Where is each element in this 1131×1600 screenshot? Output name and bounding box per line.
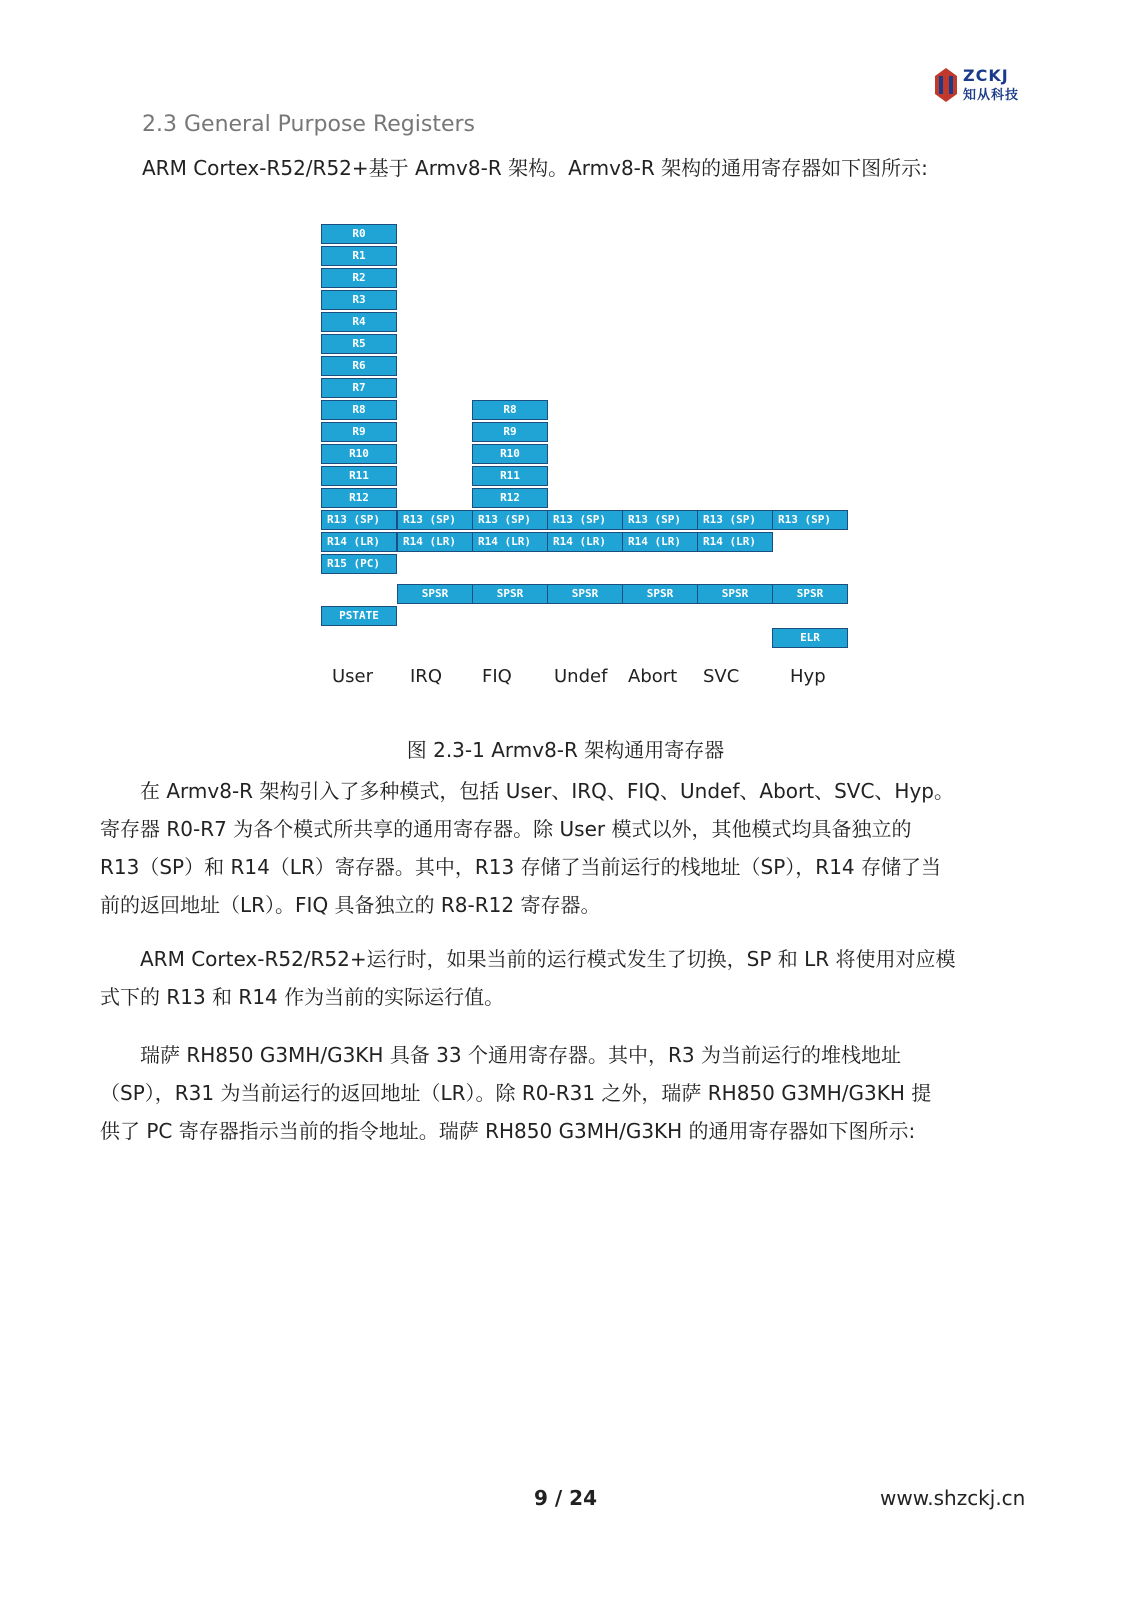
register-cell-fiq: R8 bbox=[472, 400, 548, 420]
register-cell-r13: R13 (SP) bbox=[697, 510, 773, 530]
register-cell-r14: R14 (LR) bbox=[547, 532, 623, 552]
mode-label: Hyp bbox=[790, 666, 826, 687]
register-cell-user: R0 bbox=[321, 224, 397, 244]
register-cell-r14: R14 (LR) bbox=[697, 532, 773, 552]
mode-label: IRQ bbox=[410, 666, 442, 687]
mode-label: FIQ bbox=[482, 666, 512, 687]
register-cell-r13: R13 (SP) bbox=[547, 510, 623, 530]
section-intro: ARM Cortex-R52/R52+基于 Armv8-R 架构。Armv8-R 架构的通用寄存器如下图所示: bbox=[142, 156, 928, 180]
register-cell-user: R6 bbox=[321, 356, 397, 376]
register-cell-user: R12 bbox=[321, 488, 397, 508]
page-number: 9 / 24 bbox=[534, 1486, 597, 1510]
register-cell-spsr: SPSR bbox=[697, 584, 773, 604]
register-cell-r13: R13 (SP) bbox=[622, 510, 698, 530]
register-cell-user: R11 bbox=[321, 466, 397, 486]
paragraph-line: 式下的 R13 和 R14 作为当前的实际运行值。 bbox=[100, 985, 505, 1009]
paragraph-line: 前的返回地址（LR）。FIQ 具备独立的 R8-R12 寄存器。 bbox=[100, 893, 601, 917]
figure-caption: 图 2.3-1 Armv8-R 架构通用寄存器 bbox=[406, 738, 725, 762]
register-cell-fiq: R10 bbox=[472, 444, 548, 464]
register-cell-user: R9 bbox=[321, 422, 397, 442]
mode-label: Abort bbox=[628, 666, 678, 687]
register-cell-r13: R13 (SP) bbox=[397, 510, 473, 530]
register-cell-r14: R14 (LR) bbox=[397, 532, 473, 552]
register-cell-user: R1 bbox=[321, 246, 397, 266]
paragraph-line: R13（SP）和 R14（LR）寄存器。其中，R13 存储了当前运行的栈地址（SP），R14 存储了当 bbox=[100, 855, 942, 879]
register-cell-user: R8 bbox=[321, 400, 397, 420]
logo-brand-cn: 知从科技 bbox=[963, 88, 1020, 103]
mode-label: SVC bbox=[703, 666, 740, 687]
register-cell-r13: R13 (SP) bbox=[472, 510, 548, 530]
register-cell-user: R2 bbox=[321, 268, 397, 288]
paragraph-line: ARM Cortex-R52/R52+运行时，如果当前的运行模式发生了切换，SP 和 LR 将使用对应模 bbox=[140, 947, 956, 971]
paragraph-3 bbox=[100, 1036, 1030, 1150]
register-cell-user: R15 (PC) bbox=[321, 554, 397, 574]
paragraph-line: 寄存器 R0-R7 为各个模式所共享的通用寄存器。除 User 模式以外，其他模式均具备独立的 bbox=[100, 817, 912, 841]
register-cell-user: R10 bbox=[321, 444, 397, 464]
section-title: 2.3 General Purpose Registers bbox=[142, 112, 475, 137]
register-cell-fiq: R9 bbox=[472, 422, 548, 442]
paragraph-line: 在 Armv8-R 架构引入了多种模式，包括 User、IRQ、FIQ、Undef、Abort、SVC、Hyp。 bbox=[140, 779, 954, 803]
mode-label: Undef bbox=[554, 666, 608, 687]
register-cell-user: R5 bbox=[321, 334, 397, 354]
register-cell-spsr: SPSR bbox=[397, 584, 473, 604]
register-cell-spsr: SPSR bbox=[622, 584, 698, 604]
paragraph-line: 供了 PC 寄存器指示当前的指令地址。瑞萨 RH850 G3MH/G3KH 的通用寄存器如下图所示: bbox=[100, 1119, 916, 1143]
paragraph-line: （SP），R31 为当前运行的返回地址（LR）。除 R0-R31 之外，瑞萨 RH850 G3MH/G3KH 提 bbox=[100, 1081, 932, 1105]
register-cell-user: R7 bbox=[321, 378, 397, 398]
website-url: www.shzckj.cn bbox=[880, 1486, 1026, 1510]
register-cell-user: R13 (SP) bbox=[321, 510, 397, 530]
register-cell-elr: ELR bbox=[772, 628, 848, 648]
register-cell-spsr: SPSR bbox=[547, 584, 623, 604]
register-cell-r14: R14 (LR) bbox=[622, 532, 698, 552]
register-cell-spsr: SPSR bbox=[772, 584, 848, 604]
register-cell-fiq: R12 bbox=[472, 488, 548, 508]
logo-brand: ZCKJ bbox=[963, 66, 1009, 85]
register-cell-spsr: SPSR bbox=[472, 584, 548, 604]
register-cell-r13: R13 (SP) bbox=[772, 510, 848, 530]
register-cell-fiq: R11 bbox=[472, 466, 548, 486]
paragraph-line: 瑞萨 RH850 G3MH/G3KH 具备 33 个通用寄存器。其中，R3 为当前运行的堆栈地址 bbox=[140, 1043, 901, 1067]
register-cell-user: R14 (LR) bbox=[321, 532, 397, 552]
register-cell-user: R3 bbox=[321, 290, 397, 310]
paragraph-2 bbox=[100, 940, 1030, 1016]
register-cell-pstate: PSTATE bbox=[321, 606, 397, 626]
mode-label: User bbox=[332, 666, 374, 687]
paragraph-1 bbox=[100, 772, 1030, 924]
register-cell-r14: R14 (LR) bbox=[472, 532, 548, 552]
register-cell-user: R4 bbox=[321, 312, 397, 332]
register-diagram bbox=[0, 0, 1131, 700]
